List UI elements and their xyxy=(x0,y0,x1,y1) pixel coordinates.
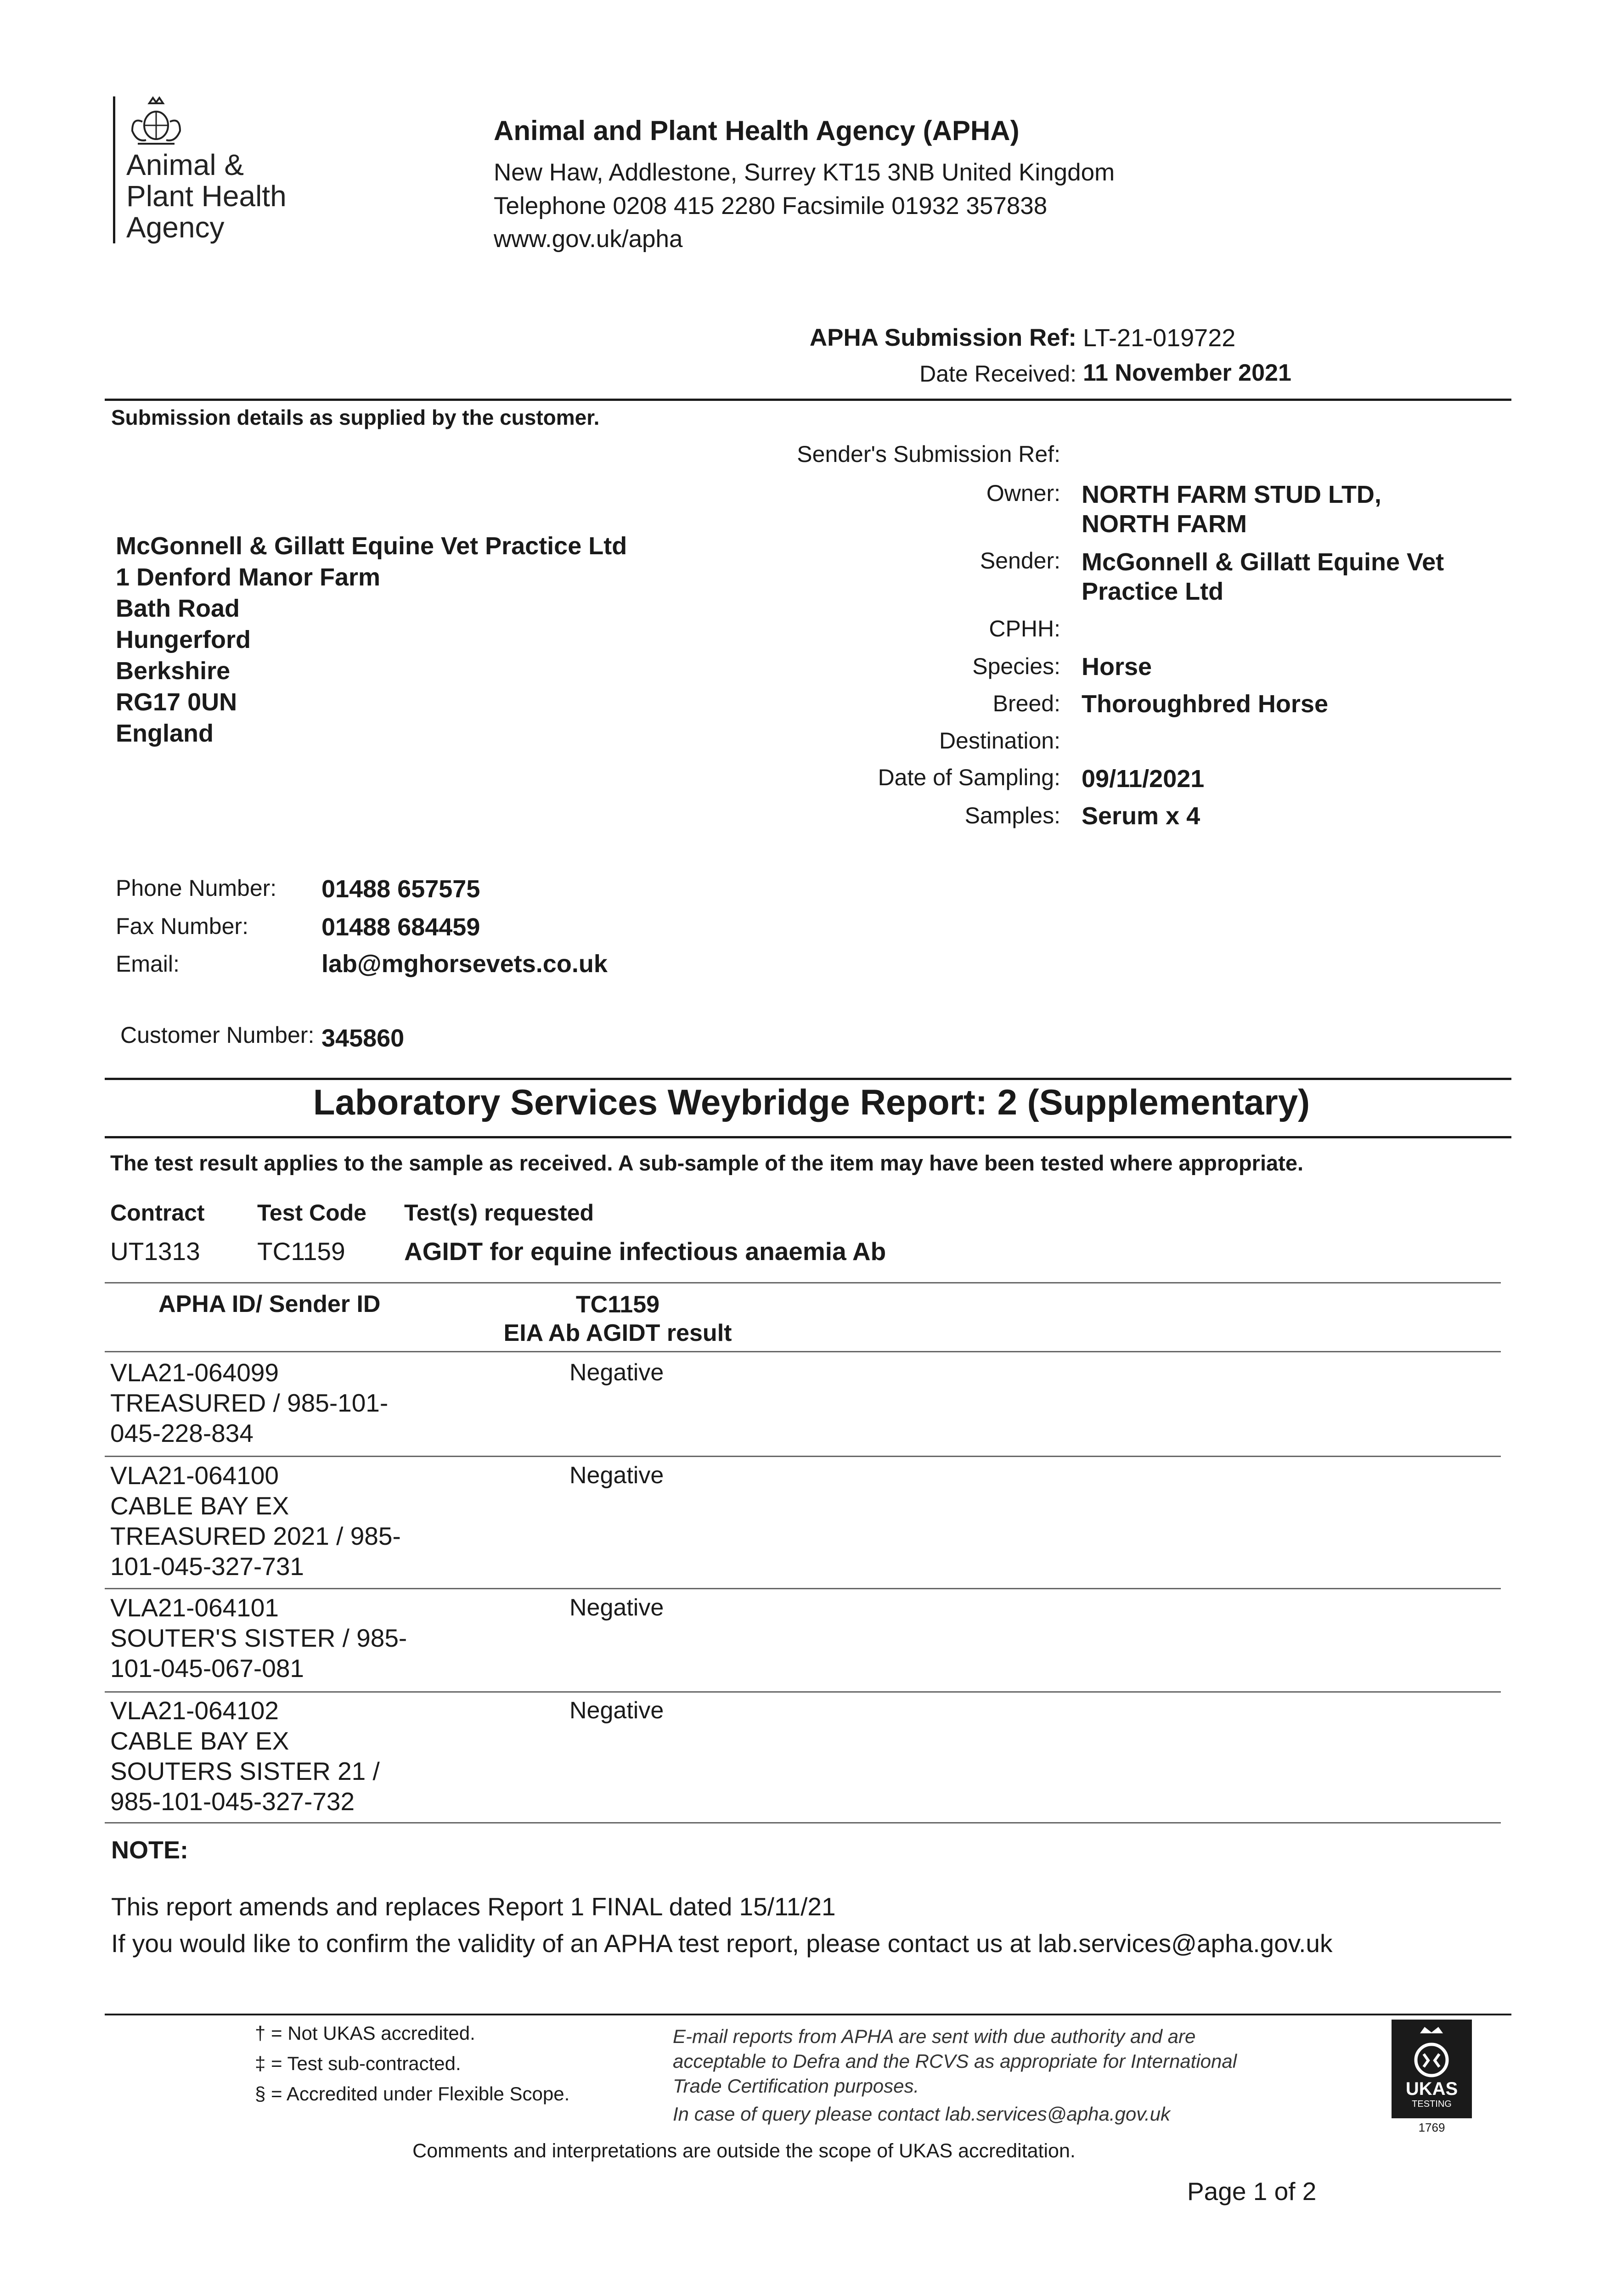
sample-result: Negative xyxy=(569,1697,664,1724)
test-code-value: TC1159 xyxy=(257,1237,345,1266)
fax-value: 01488 684459 xyxy=(321,913,480,941)
legend-item: § = Accredited under Flexible Scope. xyxy=(255,2083,570,2105)
species-value: Horse xyxy=(1082,653,1152,681)
email-note-line: Trade Certification purposes. xyxy=(673,2075,919,2097)
address-line: Bath Road xyxy=(116,595,240,622)
address-line: Berkshire xyxy=(116,657,231,685)
legend-item: † = Not UKAS accredited. xyxy=(255,2022,475,2044)
contract-value: UT1313 xyxy=(110,1237,200,1266)
page-number: Page 1 of 2 xyxy=(1187,2177,1317,2206)
sender-line: McGonnell & Gillatt Equine Vet xyxy=(1082,548,1444,576)
customer-number-label: Customer Number: xyxy=(120,1022,315,1048)
cphh-label: CPHH: xyxy=(989,616,1060,642)
sample-name: CABLE BAY EX xyxy=(110,1491,289,1520)
logo-line: Animal & xyxy=(126,148,244,181)
address-line: England xyxy=(116,720,214,747)
col-header-result-name: EIA Ab AGIDT result xyxy=(503,1320,732,1346)
table-row xyxy=(110,1460,401,1581)
owner-value xyxy=(1082,480,1381,539)
test-code-header: Test Code xyxy=(257,1200,366,1226)
sampling-date-label: Date of Sampling: xyxy=(878,765,1060,790)
tests-requested-header: Test(s) requested xyxy=(404,1200,594,1226)
sample-result: Negative xyxy=(569,1359,664,1386)
email-note-line: E-mail reports from APHA are sent with due authority and are xyxy=(673,2026,1196,2047)
col-header-result-code: TC1159 xyxy=(575,1291,660,1318)
table-header-rule xyxy=(105,1351,1501,1352)
row-divider xyxy=(105,1456,1501,1457)
address-line: RG17 0UN xyxy=(116,688,237,716)
samples-label: Samples: xyxy=(964,803,1060,828)
email-note-line: acceptable to Defra and the RCVS as appropriate for International xyxy=(673,2050,1237,2072)
sample-id: VLA21-064099 xyxy=(110,1358,279,1387)
address-line: 1 Denford Manor Farm xyxy=(116,563,381,591)
sample-result: Negative xyxy=(569,1462,664,1489)
note-line: This report amends and replaces Report 1 FINAL dated 15/11/21 xyxy=(111,1892,836,1921)
destination-label: Destination: xyxy=(939,728,1060,754)
sample-name: 101-045-327-731 xyxy=(110,1552,304,1581)
customer-address xyxy=(116,530,627,749)
note-heading: NOTE: xyxy=(111,1836,188,1864)
customer-note: Submission details as supplied by the customer. xyxy=(111,405,600,429)
logo-line: Agency xyxy=(126,211,225,244)
sample-name: TREASURED 2021 / 985- xyxy=(110,1522,401,1550)
row-divider xyxy=(105,1588,1501,1589)
title-top-rule xyxy=(105,1078,1511,1080)
phone-value: 01488 657575 xyxy=(321,875,480,903)
email-label: Email: xyxy=(116,951,180,977)
customer-number-value: 345860 xyxy=(321,1024,405,1052)
address-line: Hungerford xyxy=(116,626,251,653)
owner-line: NORTH FARM STUD LTD, xyxy=(1082,481,1381,508)
test-requested-value: AGIDT for equine infectious anaemia Ab xyxy=(404,1237,886,1266)
submission-ref-value: LT-21-019722 xyxy=(1083,324,1236,352)
sample-id: VLA21-064100 xyxy=(110,1461,279,1490)
sample-name: CABLE BAY EX xyxy=(110,1727,289,1755)
sender-label: Sender: xyxy=(980,548,1060,574)
sender-value xyxy=(1082,547,1444,606)
table-bottom-rule xyxy=(105,1822,1501,1823)
org-website[interactable]: www.gov.uk/apha xyxy=(494,225,683,253)
scope-note: Comments and interpretations are outside the scope of UKAS accreditation. xyxy=(412,2140,1076,2162)
fax-label: Fax Number: xyxy=(116,913,248,939)
phone-label: Phone Number: xyxy=(116,875,277,901)
table-top-rule xyxy=(105,1282,1501,1283)
breed-value: Thoroughbred Horse xyxy=(1082,690,1328,718)
sample-name: 101-045-067-081 xyxy=(110,1654,304,1683)
report-statement: The test result applies to the sample as received. A sub-sample of the item may have been tested where appropriate. xyxy=(110,1151,1304,1175)
legend-item: ‡ = Test sub-contracted. xyxy=(255,2053,461,2074)
header-divider xyxy=(105,399,1511,401)
title-bottom-rule xyxy=(105,1136,1511,1138)
species-label: Species: xyxy=(972,653,1060,679)
sample-result: Negative xyxy=(569,1594,664,1621)
contract-header: Contract xyxy=(110,1200,205,1226)
ukas-number: 1769 xyxy=(1418,2121,1445,2134)
org-telephone: Telephone 0208 415 2280 Facsimile 01932 357838 xyxy=(494,192,1048,219)
breed-label: Breed: xyxy=(992,691,1060,716)
org-name: Animal and Plant Health Agency (APHA) xyxy=(494,115,1020,146)
samples-value: Serum x 4 xyxy=(1082,802,1200,830)
report-title: Laboratory Services Weybridge Report: 2 (Supplementary) xyxy=(313,1082,1310,1122)
footer-rule xyxy=(105,2014,1511,2015)
ukas-sub: TESTING xyxy=(1412,2099,1452,2109)
table-row xyxy=(110,1695,380,1817)
address-line: McGonnell & Gillatt Equine Vet Practice Ltd xyxy=(116,532,627,560)
email-value[interactable]: lab@mghorsevets.co.uk xyxy=(321,950,608,978)
table-row xyxy=(110,1593,407,1683)
row-divider xyxy=(105,1691,1501,1693)
sample-name: SOUTER'S SISTER / 985- xyxy=(110,1624,407,1652)
col-header-result xyxy=(501,1290,735,1347)
sample-name: 045-228-834 xyxy=(110,1419,254,1447)
col-header-id: APHA ID/ Sender ID xyxy=(158,1291,381,1317)
accreditation-legend xyxy=(255,2018,569,2109)
sample-name: SOUTERS SISTER 21 / xyxy=(110,1757,380,1785)
email-note xyxy=(673,2024,1237,2099)
logo-divider xyxy=(113,96,115,243)
note-line: If you would like to confirm the validity of an APHA test report, please contact us at lab.services@apha.gov.uk xyxy=(111,1929,1333,1958)
logo-text xyxy=(126,149,287,243)
owner-line: NORTH FARM xyxy=(1082,510,1247,538)
date-received-value: 11 November 2021 xyxy=(1083,360,1291,386)
sender-line: Practice Ltd xyxy=(1082,578,1224,605)
owner-label: Owner: xyxy=(986,480,1060,506)
date-received-label: Date Received: xyxy=(919,361,1076,387)
sample-id: VLA21-064101 xyxy=(110,1593,279,1622)
table-row xyxy=(110,1357,388,1448)
ukas-mark xyxy=(1392,2020,1472,2118)
sample-name: TREASURED / 985-101- xyxy=(110,1389,389,1417)
org-address: New Haw, Addlestone, Surrey KT15 3NB United Kingdom xyxy=(494,159,1115,186)
sampling-date-value: 09/11/2021 xyxy=(1082,765,1205,793)
logo-line: Plant Health xyxy=(126,180,287,213)
ukas-label: UKAS xyxy=(1405,2079,1458,2099)
query-note: In case of query please contact lab.services@apha.gov.uk xyxy=(673,2103,1171,2125)
sample-name: 985-101-045-327-732 xyxy=(110,1787,355,1816)
submission-ref-label: APHA Submission Ref: xyxy=(809,324,1076,351)
royal-crest-icon xyxy=(126,94,186,149)
sample-id: VLA21-064102 xyxy=(110,1696,279,1725)
ukas-crown-icon xyxy=(1392,2020,1472,2079)
sender-ref-label: Sender's Submission Ref: xyxy=(797,441,1060,467)
